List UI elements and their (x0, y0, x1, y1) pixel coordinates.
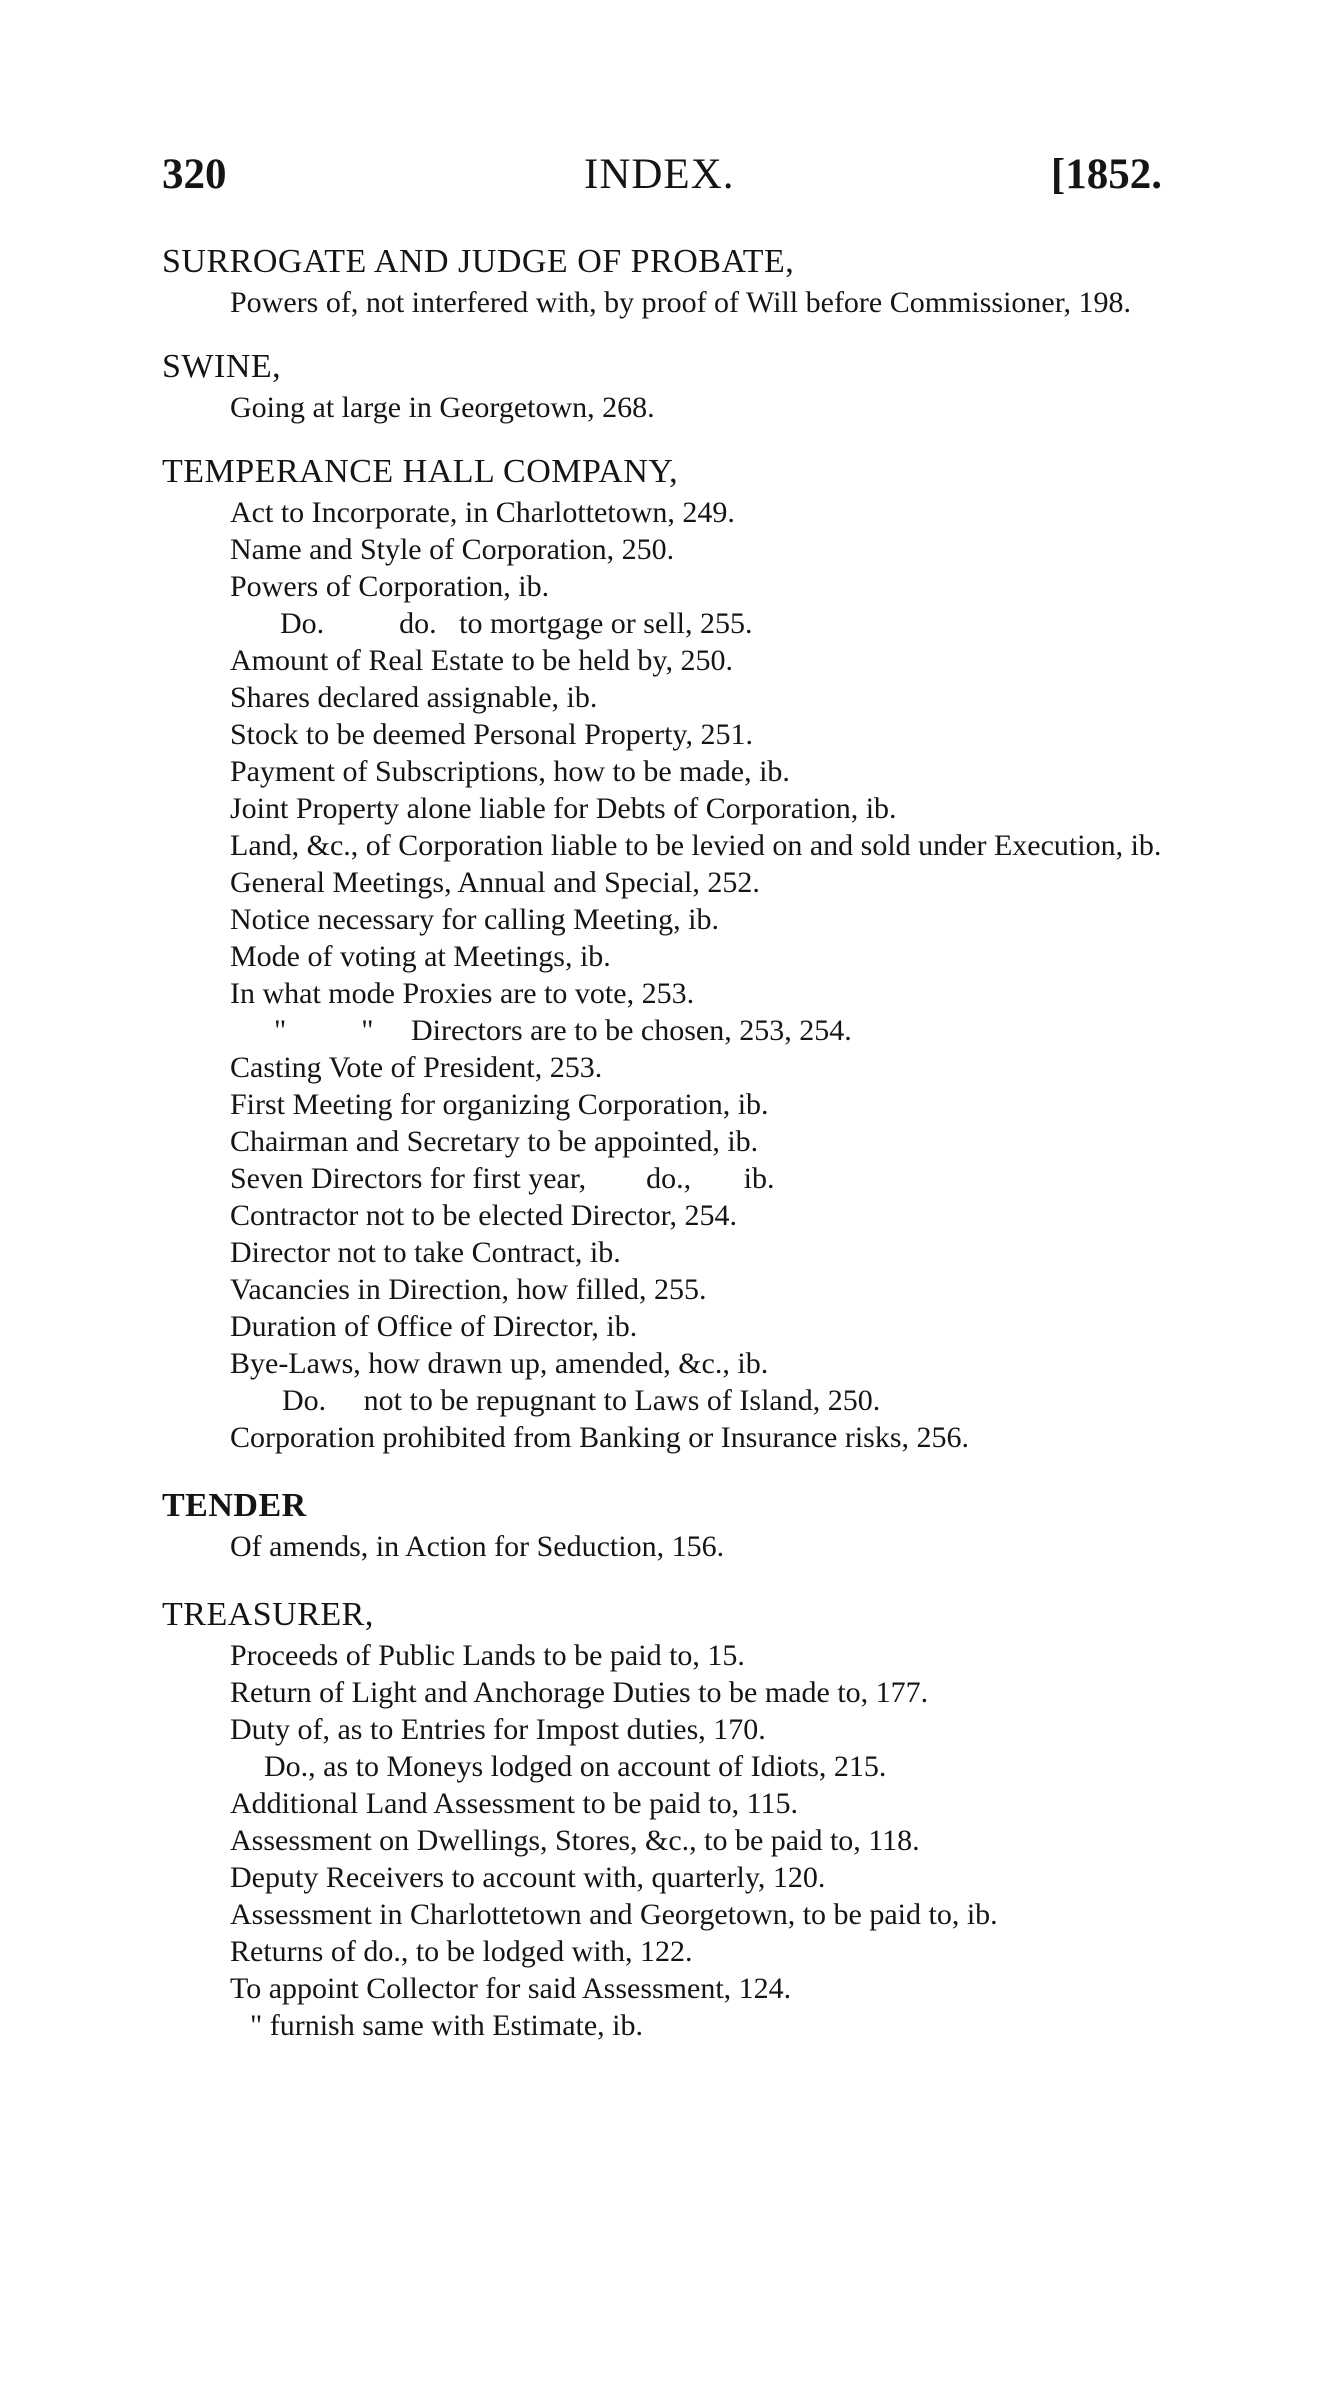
index-entry: First Meeting for organizing Corporation, ib. (230, 1088, 769, 1121)
index-entry: Joint Property alone liable for Debts of Corporation, ib. (230, 792, 897, 825)
entry-list (162, 1528, 1172, 1565)
index-entry: Shares declared assignable, ib. (230, 681, 598, 714)
index-entry: Duty of, as to Entries for Impost duties, 170. (230, 1713, 766, 1746)
index-entry: Assessment in Charlottetown and Georgetown, to be paid to, ib. (230, 1898, 998, 1931)
index-entry: Returns of do., to be lodged with, 122. (230, 1935, 693, 1968)
index-entry: Corporation prohibited from Banking or Insurance risks, 256. (230, 1421, 970, 1454)
index-entry: Do., as to Moneys lodged on account of Idiots, 215. (264, 1750, 887, 1783)
index-entry: Land, &c., of Corporation liable to be levied on and sold under Execution, ib. (230, 829, 1162, 862)
entry-list (162, 494, 1172, 1456)
index-entry: In what mode Proxies are to vote, 253. (230, 977, 695, 1010)
entry-list (162, 284, 1172, 321)
index-section-temperance-hall (162, 452, 1172, 1456)
index-section-surrogate (162, 242, 1172, 321)
index-entry: Notice necessary for calling Meeting, ib. (230, 903, 719, 936)
index-entry: Powers of, not interfered with, by proof of Will before Commissioner, 198. (230, 286, 1132, 319)
index-entry: " " Directors are to be chosen, 253, 254. (274, 1014, 852, 1047)
index-entry: Assessment on Dwellings, Stores, &c., to be paid to, 118. (230, 1824, 920, 1857)
page-number: 320 (162, 151, 227, 198)
section-heading: TREASURER, (162, 1596, 374, 1633)
index-section-treasurer (162, 1595, 1172, 2044)
index-section-tender (162, 1486, 1172, 1565)
index-entry: Seven Directors for first year, do., ib. (230, 1162, 775, 1195)
index-entry: Amount of Real Estate to be held by, 250. (230, 644, 733, 677)
index-entry: Return of Light and Anchorage Duties to be made to, 177. (230, 1676, 929, 1709)
index-entry: Do. do. to mortgage or sell, 255. (280, 607, 753, 640)
index-entry: Name and Style of Corporation, 250. (230, 533, 675, 566)
index-entry: " furnish same with Estimate, ib. (250, 2009, 644, 2042)
index-entry: Casting Vote of President, 253. (230, 1051, 603, 1084)
page-year: [1852. (1050, 151, 1162, 198)
running-head (162, 150, 1162, 210)
index-entry: Vacancies in Direction, how filled, 255. (230, 1273, 707, 1306)
index-entry: Chairman and Secretary to be appointed, ib. (230, 1125, 759, 1158)
index-entry: Act to Incorporate, in Charlottetown, 249. (230, 496, 735, 529)
index-entry: General Meetings, Annual and Special, 252. (230, 866, 760, 899)
index-entry: Stock to be deemed Personal Property, 251. (230, 718, 753, 751)
index-entry: Mode of voting at Meetings, ib. (230, 940, 611, 973)
index-entry: Contractor not to be elected Director, 254. (230, 1199, 737, 1232)
index-section-swine (162, 347, 1172, 426)
index-entry: Director not to take Contract, ib. (230, 1236, 621, 1269)
index-entry: Duration of Office of Director, ib. (230, 1310, 638, 1343)
index-entry: Do. not to be repugnant to Laws of Island, 250. (282, 1384, 881, 1417)
entry-list (162, 389, 1172, 426)
section-heading: TENDER (162, 1487, 307, 1524)
index-entry: Of amends, in Action for Seduction, 156. (230, 1530, 725, 1563)
index-entry: Bye-Laws, how drawn up, amended, &c., ib. (230, 1347, 769, 1380)
index-entry: Proceeds of Public Lands to be paid to, 15. (230, 1639, 745, 1672)
index-entry: To appoint Collector for said Assessment, 124. (230, 1972, 792, 2005)
section-heading: SURROGATE AND JUDGE OF PROBATE, (162, 243, 795, 280)
section-heading: TEMPERANCE HALL COMPANY, (162, 453, 679, 490)
index-entry: Payment of Subscriptions, how to be made, ib. (230, 755, 790, 788)
page-title: INDEX. (584, 151, 735, 198)
index-entry: Powers of Corporation, ib. (230, 570, 550, 603)
index-body (162, 242, 1172, 2044)
index-entry: Going at large in Georgetown, 268. (230, 391, 655, 424)
index-entry: Additional Land Assessment to be paid to, 115. (230, 1787, 798, 1820)
index-entry: Deputy Receivers to account with, quarterly, 120. (230, 1861, 826, 1894)
section-heading: SWINE, (162, 348, 282, 385)
entry-list (162, 1637, 1172, 2044)
